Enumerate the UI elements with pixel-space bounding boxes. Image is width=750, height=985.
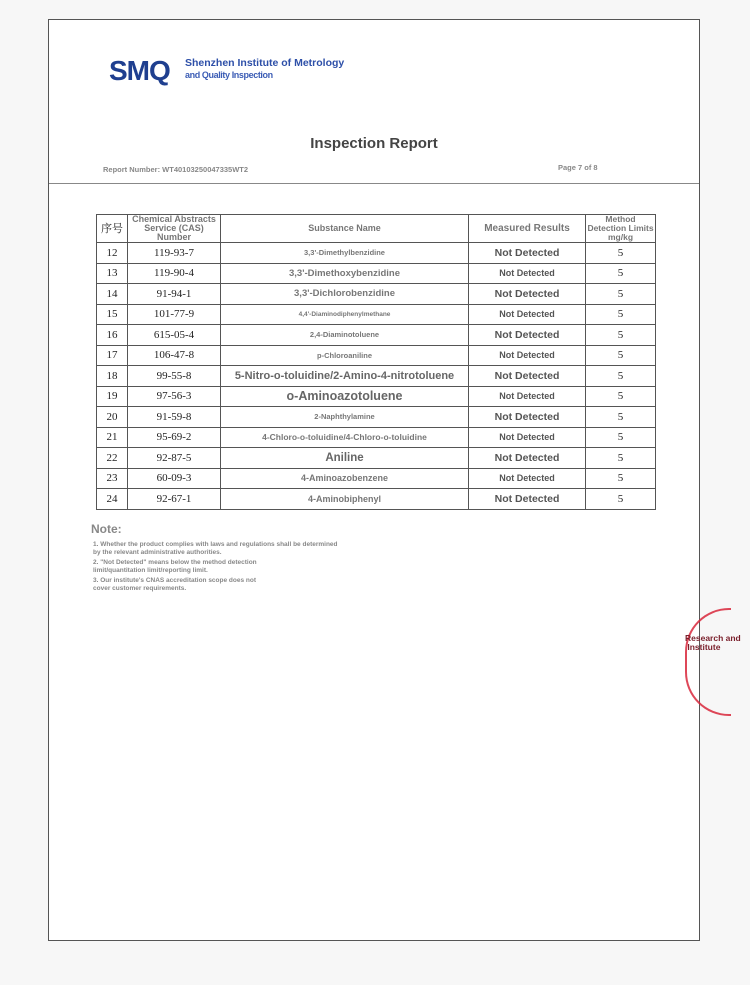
table-row — [97, 304, 656, 325]
row-index: 13 — [97, 263, 128, 284]
header-divider — [49, 183, 699, 184]
row-result: Not Detected — [469, 468, 586, 489]
row-index: 16 — [97, 325, 128, 346]
official-stamp — [685, 608, 741, 712]
row-cas: 95-69-2 — [128, 427, 221, 448]
row-result: Not Detected — [469, 345, 586, 366]
header-limit: Method Detection Limits mg/kg — [587, 214, 654, 242]
row-index: 18 — [97, 366, 128, 387]
header-cas: Chemical Abstracts Service (CAS) Number — [128, 215, 221, 243]
header-index: 序号 — [97, 215, 128, 243]
notes-heading: Note: — [91, 522, 122, 536]
row-limit: 5 — [586, 243, 656, 264]
row-substance: 4-Aminoazobenzene — [221, 468, 469, 489]
table-header-row — [97, 215, 656, 243]
report-title: Inspection Report — [310, 135, 438, 152]
row-result: Not Detected — [469, 325, 586, 346]
table-row — [97, 427, 656, 448]
table-row — [97, 284, 656, 305]
row-substance: o-Aminoazotoluene — [221, 386, 469, 407]
table-row — [97, 366, 656, 387]
table-row — [97, 243, 656, 264]
row-substance: 3,3'-Dimethylbenzidine — [221, 243, 469, 264]
row-limit: 5 — [586, 386, 656, 407]
notes-list — [93, 541, 343, 595]
row-cas: 101-77-9 — [128, 304, 221, 325]
institute-subname: and Quality Inspection — [185, 70, 273, 80]
row-result: Not Detected — [469, 243, 586, 264]
table-row — [97, 407, 656, 428]
table-row — [97, 489, 656, 510]
results-table — [96, 214, 656, 510]
row-cas: 99-55-8 — [128, 366, 221, 387]
row-substance: 5-Nitro-o-toluidine/2-Amino-4-nitrotoluene — [221, 366, 469, 387]
row-cas: 92-87-5 — [128, 448, 221, 469]
row-limit: 5 — [586, 325, 656, 346]
row-index: 21 — [97, 427, 128, 448]
row-cas: 97-56-3 — [128, 386, 221, 407]
note-item: 1. Whether the product complies with laws and regulations shall be determined by the relevant administrative authorities. — [93, 541, 338, 556]
row-index: 19 — [97, 386, 128, 407]
row-result: Not Detected — [469, 386, 586, 407]
table-row — [97, 263, 656, 284]
row-substance: p-Chloroaniline — [221, 345, 469, 366]
row-limit: 5 — [586, 468, 656, 489]
row-limit: 5 — [586, 263, 656, 284]
row-result: Not Detected — [469, 407, 586, 428]
row-index: 14 — [97, 284, 128, 305]
table-row — [97, 386, 656, 407]
row-cas: 106-47-8 — [128, 345, 221, 366]
table-row — [97, 325, 656, 346]
row-cas: 91-94-1 — [128, 284, 221, 305]
logo-mark: SMQ — [109, 55, 170, 86]
header-substance: Substance Name — [221, 215, 469, 243]
row-limit: 5 — [586, 407, 656, 428]
row-limit: 5 — [586, 345, 656, 366]
row-substance: 4-Chloro-o-toluidine/4-Chloro-o-toluidine — [221, 427, 469, 448]
row-substance: 4,4'-Diaminodiphenylmethane — [221, 304, 469, 325]
row-result: Not Detected — [469, 448, 586, 469]
row-index: 24 — [97, 489, 128, 510]
header-result: Measured Results — [469, 215, 586, 243]
stamp-line-2: Institute — [687, 642, 721, 652]
row-cas: 119-93-7 — [128, 243, 221, 264]
table-row — [97, 448, 656, 469]
report-page — [48, 19, 741, 941]
row-substance: 4-Aminobiphenyl — [221, 489, 469, 510]
row-substance: 3,3'-Dimethoxybenzidine — [221, 263, 469, 284]
row-result: Not Detected — [469, 366, 586, 387]
report-number: Report Number: WT40103250047335WT2 — [103, 165, 249, 174]
row-cas: 119-90-4 — [128, 263, 221, 284]
row-limit: 5 — [586, 427, 656, 448]
row-substance: Aniline — [221, 448, 469, 469]
row-limit: 5 — [586, 489, 656, 510]
page-number: Page 7 of 8 — [558, 163, 598, 172]
row-limit: 5 — [586, 448, 656, 469]
note-item: 2. "Not Detected" means below the method detection limit/quantitation limit/reporting limit. — [93, 559, 257, 574]
row-result: Not Detected — [469, 304, 586, 325]
row-cas: 615-05-4 — [128, 325, 221, 346]
row-cas: 60-09-3 — [128, 468, 221, 489]
row-index: 20 — [97, 407, 128, 428]
row-index: 23 — [97, 468, 128, 489]
row-limit: 5 — [586, 284, 656, 305]
row-substance: 2-Naphthylamine — [221, 407, 469, 428]
row-index: 22 — [97, 448, 128, 469]
table-row — [97, 345, 656, 366]
row-index: 17 — [97, 345, 128, 366]
note-item: 3. Our institute's CNAS accreditation scope does not cover customer requirements. — [93, 577, 256, 592]
row-limit: 5 — [586, 366, 656, 387]
row-index: 12 — [97, 243, 128, 264]
row-result: Not Detected — [469, 284, 586, 305]
table-row — [97, 468, 656, 489]
row-result: Not Detected — [469, 263, 586, 284]
row-index: 15 — [97, 304, 128, 325]
row-substance: 3,3'-Dichlorobenzidine — [221, 284, 469, 305]
row-cas: 92-67-1 — [128, 489, 221, 510]
stamp-line-1: Research and — [685, 633, 741, 643]
institute-name: Shenzhen Institute of Metrology — [185, 57, 345, 69]
row-result: Not Detected — [469, 489, 586, 510]
row-substance: 2,4-Diaminotoluene — [221, 325, 469, 346]
row-limit: 5 — [586, 304, 656, 325]
row-cas: 91-59-8 — [128, 407, 221, 428]
stamp-text — [685, 634, 741, 652]
row-result: Not Detected — [469, 427, 586, 448]
stamp-ring — [685, 608, 731, 716]
